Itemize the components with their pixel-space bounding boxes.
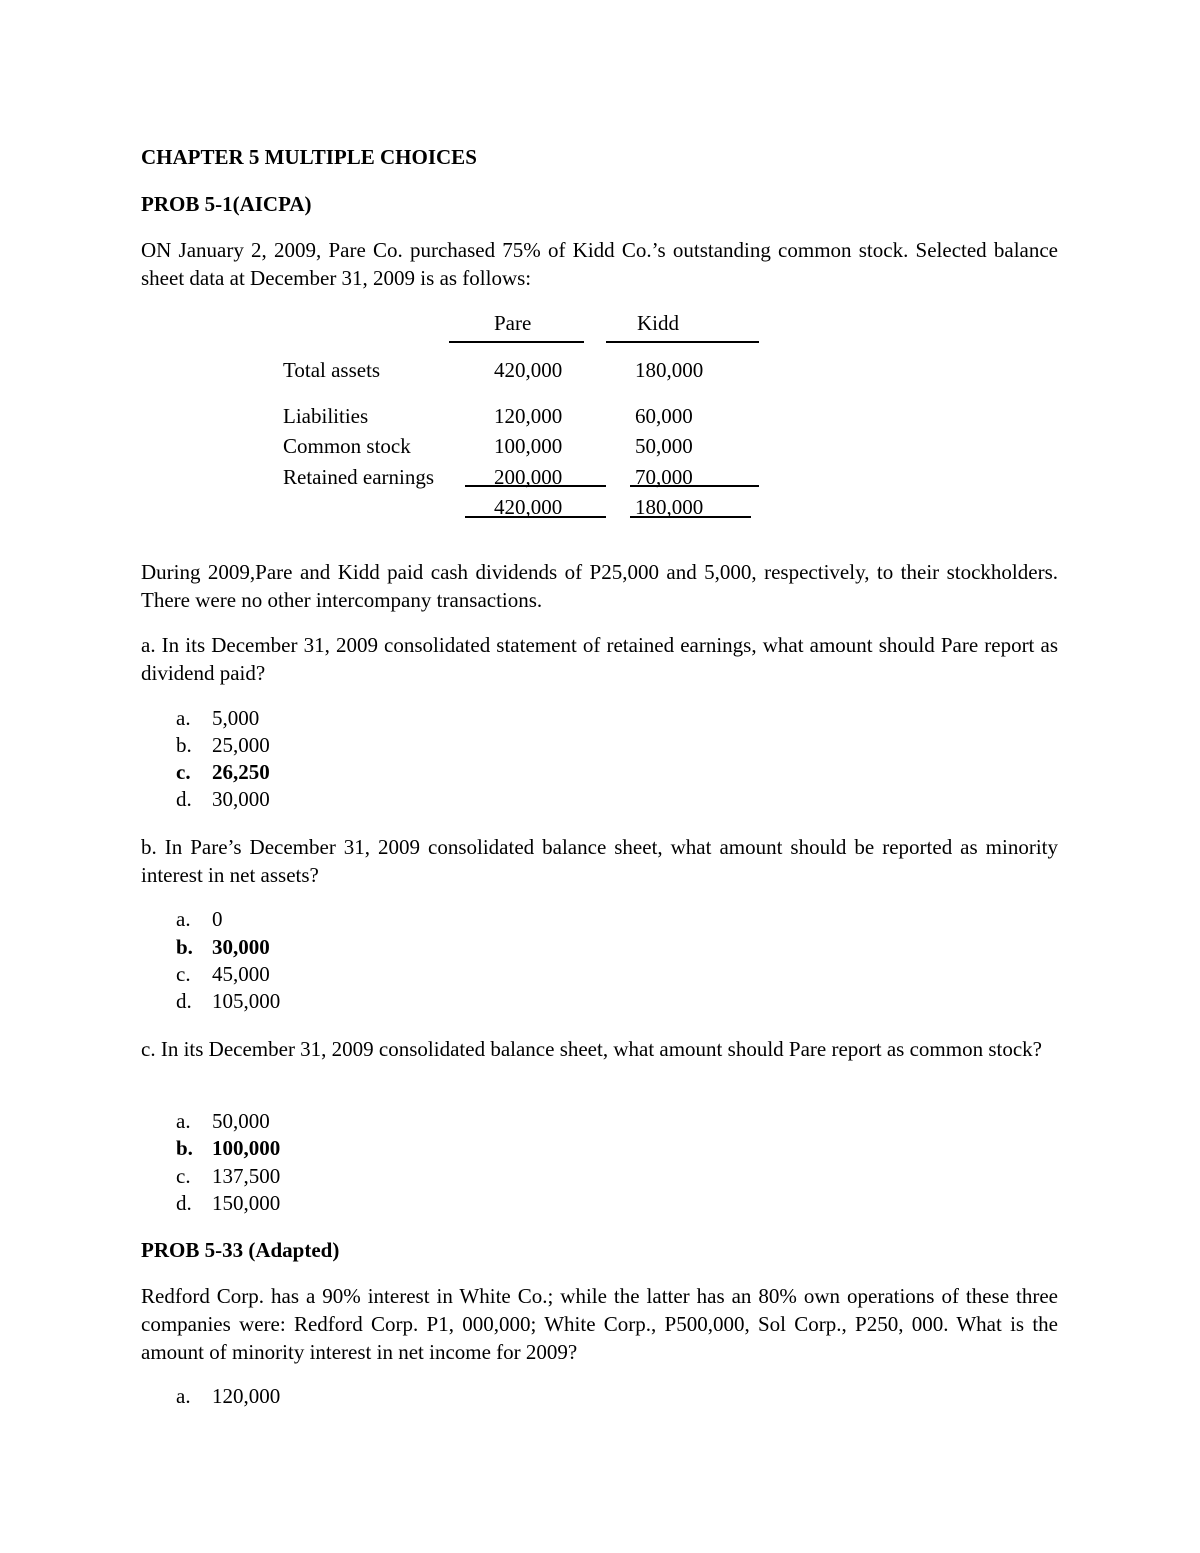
option-item: a. 50,000 — [176, 1109, 270, 1133]
row-label: Total assets — [283, 358, 381, 382]
option-item: b. 25,000 — [176, 733, 270, 757]
option-item: c. 137,500 — [176, 1164, 281, 1188]
prob-5-33-text: Redford Corp. has a 90% interest in White Co.; while the latter has an 80% own operations of these three companies were: Redford Corp. P1, 000,000; White Corp., P500,000, Sol Corp., P250, 000. What is the amount of minority interest in net income for 2009? — [141, 1284, 1058, 1364]
row-label: Common stock — [283, 434, 411, 458]
col-header-pare: Pare — [494, 311, 532, 335]
total-kidd: 180,000 — [635, 495, 704, 519]
option-item: d. 150,000 — [176, 1191, 281, 1215]
header-rule-kidd — [606, 341, 759, 343]
option-item: c. 45,000 — [176, 962, 270, 986]
cell-kidd: 180,000 — [635, 358, 704, 382]
row-label: Retained earnings — [283, 465, 435, 489]
total-rule-kidd — [630, 516, 751, 518]
question-c-text: c. In its December 31, 2009 consolidated balance sheet, what amount should Pare report as common stock? — [141, 1037, 1042, 1061]
option-item: d. 105,000 — [176, 989, 281, 1013]
option-item: a. 5,000 — [176, 706, 260, 730]
cell-pare: 120,000 — [494, 404, 563, 428]
cell-pare: 200,000 — [494, 465, 563, 489]
prob-5-33-heading: PROB 5-33 (Adapted) — [141, 1238, 340, 1262]
chapter-title: CHAPTER 5 MULTIPLE CHOICES — [141, 145, 477, 169]
subtotal-rule-pare — [465, 485, 606, 487]
cell-kidd: 70,000 — [635, 465, 693, 489]
question-b-text: b. In Pare’s December 31, 2009 consolidated balance sheet, what amount should be reported as minority interest in net assets? — [141, 835, 1058, 887]
cell-kidd: 50,000 — [635, 434, 693, 458]
row-label: Liabilities — [283, 404, 369, 428]
total-rule-pare — [465, 516, 606, 518]
prob-5-1-intro: ON January 2, 2009, Pare Co. purchased 75% of Kidd Co.’s outstanding common stock. Selected balance sheet data at December 31, 2009 is as follows: — [141, 238, 1058, 290]
prob-5-1-heading: PROB 5-1(AICPA) — [141, 192, 312, 216]
subtotal-rule-kidd — [630, 485, 759, 487]
col-header-kidd: Kidd — [637, 311, 679, 335]
cell-pare: 420,000 — [494, 358, 563, 382]
cell-kidd: 60,000 — [635, 404, 693, 428]
option-item: a. 0 — [176, 907, 223, 931]
option-item-answer: b. 100,000 — [176, 1136, 281, 1160]
option-item-answer: b. 30,000 — [176, 935, 270, 959]
cell-pare: 100,000 — [494, 434, 563, 458]
option-item: a. 120,000 — [176, 1384, 281, 1408]
option-item: d. 30,000 — [176, 787, 270, 811]
total-pare: 420,000 — [494, 495, 563, 519]
question-a-text: a. In its December 31, 2009 consolidated statement of retained earnings, what amount should Pare report as dividend paid? — [141, 633, 1058, 685]
option-item-answer: c. 26,250 — [176, 760, 270, 784]
prob-5-1-dividends-text: During 2009,Pare and Kidd paid cash dividends of P25,000 and 5,000, respectively, to their stockholders. There were no other intercompany transactions. — [141, 560, 1058, 612]
header-rule-pare — [449, 341, 584, 343]
